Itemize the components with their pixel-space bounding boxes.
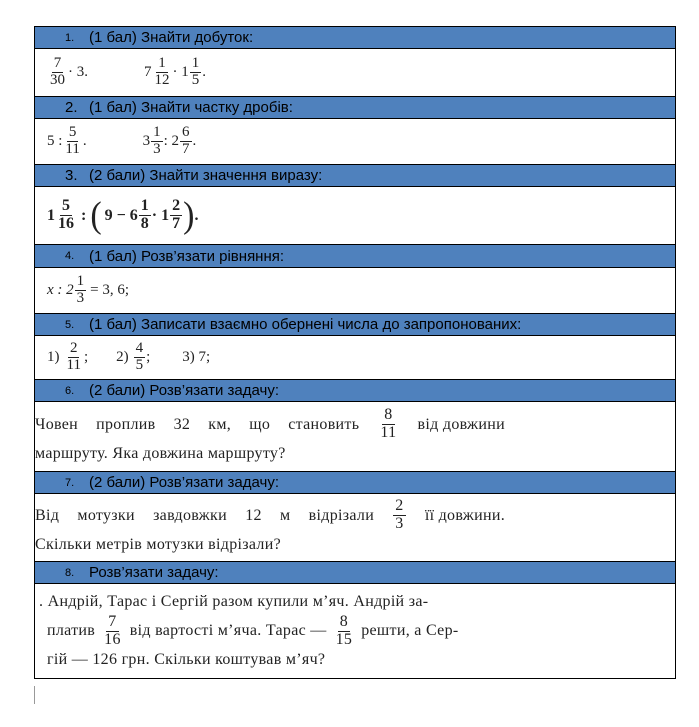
item-label: 3) 7; <box>182 349 211 365</box>
task-title: (2 бали) Знайти значення виразу: <box>89 167 323 184</box>
expr-text: · 3. <box>68 64 88 80</box>
expr-text: · 1 <box>151 206 170 224</box>
word: її довжини. <box>424 506 505 524</box>
word: завдовжки <box>153 506 227 524</box>
fraction: $\frac{1}{3}$ <box>153 124 161 157</box>
fraction: $\frac{1}{3}$ <box>76 273 85 306</box>
word: м <box>280 506 291 524</box>
problem-line-2 <box>39 614 459 649</box>
right-paren: ) <box>183 194 195 236</box>
task-number: 5. <box>65 318 75 331</box>
expr-text: : <box>81 206 87 224</box>
fraction: $\frac{7}{16}$ <box>104 612 121 648</box>
fraction: $\frac{1}{8}$ <box>140 197 149 232</box>
task-number: 6. <box>65 384 75 397</box>
word: мотузки <box>77 506 135 524</box>
task-title: (1 бал) Записати взаємно обернені числа до запропонованих: <box>89 316 522 333</box>
task-6-body <box>35 402 675 472</box>
task-3-header <box>35 165 675 187</box>
task-number: 4. <box>65 250 75 262</box>
word: від довжини <box>417 415 505 433</box>
problem-line-2: маршруту. Яка довжина маршруту? <box>35 444 286 462</box>
task-8-body <box>35 584 675 679</box>
task-title: (2 бали) Розв’язати задачу: <box>89 474 279 491</box>
task-sheet <box>34 26 676 679</box>
expr-text: · 1 <box>172 64 189 80</box>
expr-text: = 3, 6; <box>90 282 130 298</box>
task-number: 8. <box>65 566 75 579</box>
word: Від <box>35 506 60 524</box>
task-title: (1 бал) Знайти частку дробів: <box>89 99 293 116</box>
problem-line-2: Скільки метрів мотузки відрізали? <box>35 535 281 553</box>
task-6-header <box>35 380 675 402</box>
task-number: 2. <box>65 99 78 116</box>
fraction: $\frac{2}{7}$ <box>172 197 181 232</box>
expr-text: 9 − 6 <box>104 206 138 224</box>
task-2-header <box>35 97 675 119</box>
problem-line-3: гій — 126 грн. Скільки коштував м’яч? <box>47 651 326 669</box>
word: 32 <box>173 415 191 433</box>
fraction: $\frac{2}{11}$ <box>66 340 81 373</box>
fraction: $\frac{7}{30}$ <box>50 55 65 88</box>
task-8-header <box>35 562 675 584</box>
expr-text: 5 : <box>47 133 63 149</box>
task-5-header <box>35 314 675 336</box>
fraction: $\frac{6}{7}$ <box>182 124 190 157</box>
expr-text: : 2 <box>163 133 180 149</box>
word: Човен <box>35 415 79 433</box>
expr-text: . <box>82 133 87 149</box>
task-title: (1 бал) Знайти добуток: <box>89 29 254 46</box>
task-2-body <box>35 119 675 165</box>
expr-text: 1 <box>47 206 55 224</box>
word: від вартості м’яча. Тарас — <box>129 622 327 639</box>
task-7-body <box>35 494 675 562</box>
task-7-header <box>35 472 675 494</box>
task-title: (1 бал) Розв’язати рівняння: <box>89 247 285 265</box>
task-title: (2 бали) Розв’язати задачу: <box>89 382 279 399</box>
item-label: 1) <box>47 349 60 365</box>
word: становить <box>288 415 360 433</box>
fraction: $\frac{8}{11}$ <box>380 406 397 441</box>
word: 12 <box>245 506 262 524</box>
problem-line-1 <box>35 498 505 533</box>
task-4-body <box>35 268 675 314</box>
fraction: $\frac{4}{5}$ <box>135 340 144 373</box>
expr-text: ; <box>83 349 89 365</box>
fraction: $\frac{5}{16}$ <box>58 197 74 232</box>
word: проплив <box>96 415 156 433</box>
word: що <box>249 415 271 433</box>
word: відрізали <box>308 506 375 524</box>
word: решти, а Сер- <box>361 622 459 639</box>
fraction: $\frac{8}{15}$ <box>335 612 353 648</box>
task-number: 3. <box>65 167 78 184</box>
expr-text: ; <box>146 349 151 365</box>
task-number: 7. <box>65 476 75 489</box>
task-title: Розв’язати задачу: <box>89 564 219 581</box>
problem-line-1 <box>35 407 505 442</box>
expr-text: 3 <box>142 133 151 149</box>
expr-text: 7 <box>144 64 152 80</box>
expr-text: . <box>202 64 206 80</box>
fraction: $\frac{5}{11}$ <box>65 124 80 157</box>
page-margin-line <box>34 686 35 704</box>
fraction: $\frac{1}{5}$ <box>191 55 200 88</box>
problem-line-1: . Андрій, Тарас і Сергій разом купили м’яч. Андрій за- <box>39 592 429 610</box>
expr-text: . <box>194 206 199 224</box>
word: км, <box>208 415 232 433</box>
left-paren: ( <box>90 194 102 236</box>
task-3-body <box>35 187 675 245</box>
fraction: $\frac{2}{3}$ <box>395 497 404 532</box>
word: платив <box>47 622 96 639</box>
task-1-header <box>35 27 675 49</box>
item-label: 2) <box>116 349 129 365</box>
task-1-body <box>35 49 675 97</box>
fraction: $\frac{1}{12}$ <box>154 55 170 88</box>
expr-text: . <box>192 133 197 149</box>
task-5-body <box>35 336 675 380</box>
task-4-header <box>35 245 675 268</box>
task-number: 1. <box>65 31 75 44</box>
expr-text: x : 2 <box>47 282 74 298</box>
